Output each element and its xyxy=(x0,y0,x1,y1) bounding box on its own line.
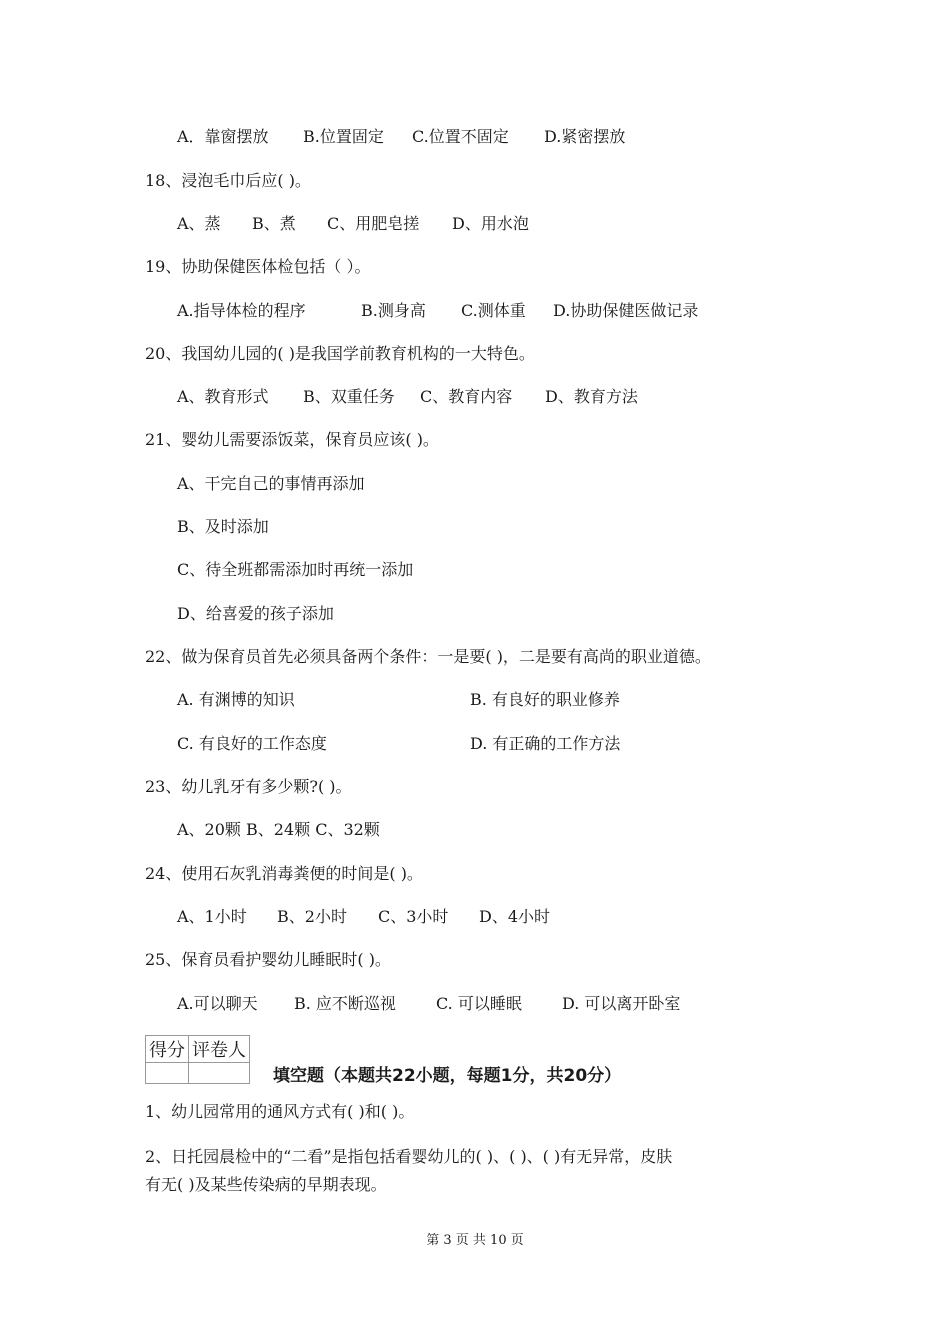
score-cell xyxy=(146,1063,189,1084)
q20-option-b: B、双重任务 xyxy=(303,387,395,406)
q21-option-b: B、及时添加 xyxy=(177,517,269,536)
question-20: 20、我国幼儿园的( )是我国学前教育机构的一大特色。 xyxy=(145,344,535,363)
q21-option-a: A、干完自己的事情再添加 xyxy=(177,474,365,493)
score-header: 得分 xyxy=(146,1036,189,1063)
q17-option-c: C.位置不固定 xyxy=(412,127,509,146)
q17-options xyxy=(177,127,269,147)
fill-question-2-cont: 有无( )及某些传染病的早期表现。 xyxy=(145,1175,387,1194)
q22-option-a: A. 有渊博的知识 xyxy=(177,690,295,709)
q20-option-a: A、教育形式 xyxy=(177,387,269,406)
question-24: 24、使用石灰乳消毒粪便的时间是( )。 xyxy=(145,864,423,883)
q25-option-c: C. 可以睡眠 xyxy=(436,994,522,1013)
question-18: 18、浸泡毛巾后应( )。 xyxy=(145,171,311,190)
q20-option-c: C、教育内容 xyxy=(420,387,513,406)
q22-option-d: D. 有正确的工作方法 xyxy=(470,734,621,753)
q20-option-d: D、教育方法 xyxy=(545,387,638,406)
q22-option-b: B. 有良好的职业修养 xyxy=(470,690,620,709)
grader-header: 评卷人 xyxy=(189,1036,250,1063)
q21-option-c: C、待全班都需添加时再统一添加 xyxy=(177,560,414,579)
q21-option-d: D、给喜爱的孩子添加 xyxy=(177,604,334,623)
q19-option-a: A.指导体检的程序 xyxy=(177,301,306,320)
q17-option-b: B.位置固定 xyxy=(303,127,384,146)
question-23: 23、幼儿乳牙有多少颗?( )。 xyxy=(145,777,352,796)
question-22: 22、做为保育员首先必须具备两个条件：一是要( )，二是要有高尚的职业道德。 xyxy=(145,647,711,666)
q18-option-c: C、用肥皂搓 xyxy=(327,214,420,233)
section-title: 填空题（本题共22小题，每题1分，共20分） xyxy=(273,1066,622,1086)
q25-option-a: A.可以聊天 xyxy=(177,994,258,1013)
q23-options: A、20颗 B、24颗 C、32颗 xyxy=(177,820,380,839)
score-table xyxy=(145,1035,250,1084)
grader-cell xyxy=(189,1063,250,1084)
question-25: 25、保育员看护婴幼儿睡眠时( )。 xyxy=(145,950,391,969)
q25-option-b: B. 应不断巡视 xyxy=(294,994,396,1013)
q24-option-a: A、1小时 xyxy=(177,907,247,926)
fill-question-2: 2、日托园晨检中的“二看”是指包括看婴幼儿的( )、( )、( )有无异常，皮肤 xyxy=(145,1147,673,1166)
page-footer: 第 3 页 共 10 页 xyxy=(426,1233,524,1248)
q24-option-b: B、2小时 xyxy=(277,907,347,926)
q18-option-a: A、蒸 xyxy=(177,214,221,233)
question-19: 19、协助保健医体检包括（ ）。 xyxy=(145,257,371,276)
fill-question-1: 1、幼儿园常用的通风方式有( )和( )。 xyxy=(145,1102,415,1121)
q19-option-c: C.测体重 xyxy=(461,301,526,320)
q19-option-b: B.测身高 xyxy=(361,301,426,320)
q18-option-d: D、用水泡 xyxy=(452,214,529,233)
q22-option-c: C. 有良好的工作态度 xyxy=(177,734,327,753)
q24-option-c: C、3小时 xyxy=(378,907,449,926)
q19-option-d: D.协助保健医做记录 xyxy=(553,301,699,320)
q24-option-d: D、4小时 xyxy=(479,907,551,926)
q25-option-d: D. 可以离开卧室 xyxy=(562,994,681,1013)
q17-option-d: D.紧密摆放 xyxy=(544,127,626,146)
q17-option-a: A．靠窗摆放 xyxy=(177,127,269,146)
q18-option-b: B、煮 xyxy=(252,214,296,233)
question-21: 21、婴幼儿需要添饭菜，保育员应该( )。 xyxy=(145,430,439,449)
